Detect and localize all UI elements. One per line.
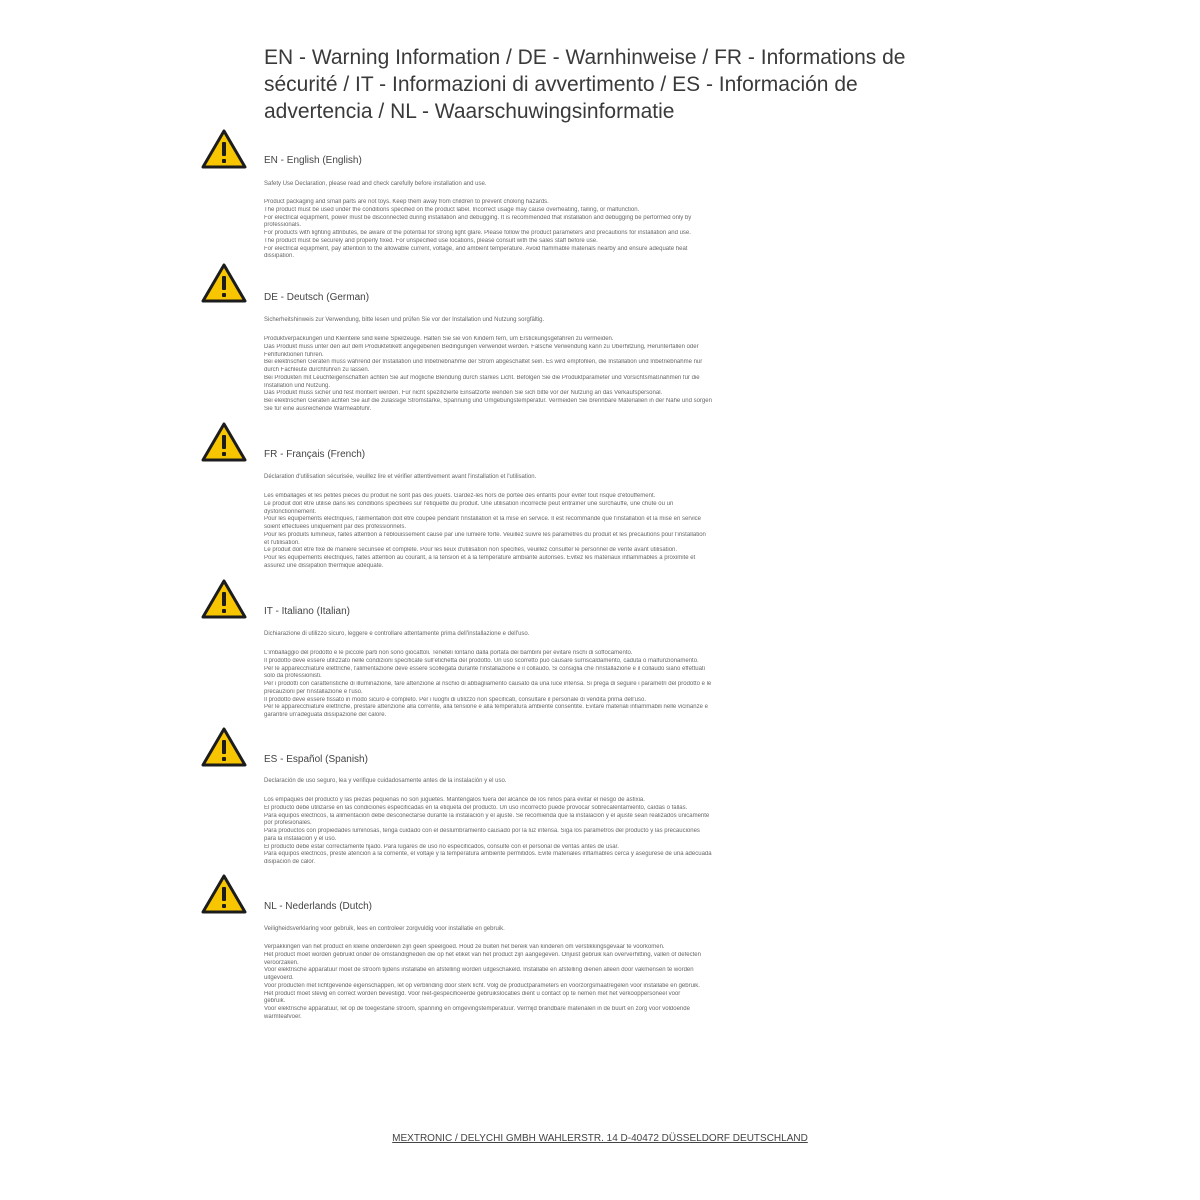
warning-triangle-icon <box>200 421 248 463</box>
text-line: Para equipos eléctricos, la alimentación debe desconectarse durante la instalación y el ajuste. Se recomienda que la instalación y el ajuste sean realizados únicamente <box>264 812 710 819</box>
text-line: El producto debe estar correctamente fijado. Para lugares de uso no especificados, consulte con el personal de ventas antes de usar. <box>264 843 619 850</box>
text-line: El producto debe utilizarse en las condiciones especificadas en la etiqueta del producto. Un uso incorrecto puede provocar sobrecalentamiento, caídas o fallas. <box>264 804 688 811</box>
section-intro: Sicherheitshinweis zur Verwendung, bitte lesen und prüfen Sie vor der Installation und Nutzung sorgfältig. <box>264 317 545 323</box>
section-body <box>264 493 914 571</box>
text-line: Das Produkt muss unter den auf dem Produktetikett angegebenen Bedingungen verwendet werden. Falsche Verwendung kann zu Überhitzung, Herunterfallen oder <box>264 343 699 350</box>
text-line: L'imballaggio del prodotto e le piccole parti non sono giocattoli. Teneteli lontano dalla portata dei bambini per evitare rischi di soffocamento. <box>264 650 633 656</box>
section-heading: NL - Nederlands (Dutch) <box>264 901 373 912</box>
warning-triangle-icon <box>200 726 248 768</box>
section-intro: Declaración de uso seguro, lea y verifique cuidadosamente antes de la instalación y el uso. <box>264 778 507 784</box>
text-line: soient effectuées uniquement par des professionnels. <box>264 524 406 530</box>
warning-triangle-icon <box>200 128 248 170</box>
section-heading: FR - Français (French) <box>264 449 366 460</box>
text-line: Per i prodotti con caratteristiche di illuminazione, fare attenzione al rischio di abbagliamento causato da una luce intensa. Si prega di seguire i parametri del prodotto e le <box>264 681 712 687</box>
document-title: EN - Warning Information / DE - Warnhinweise / FR - Informations de sécurité / IT - Informazioni di avvertimento / ES - Información de advertencia / NL - Waarschuwingsinformatie <box>264 46 906 123</box>
section-body <box>264 199 914 261</box>
section-body <box>264 650 914 720</box>
text-line: Pour les produits lumineux, faites attention à l'éblouissement causé par une lumière forte. Veuillez suivre les paramètres du produit et les précautions pour l'installation <box>264 531 706 538</box>
text-line: Product packaging and small parts are not toys. Keep them away from children to prevent choking hazards. <box>264 199 549 205</box>
text-line: Bei Produkten mit Leuchteigenschaften achten Sie auf mögliche Blendung durch starkes Licht. Befolgen Sie die Produktparameter und Vorsichtsmaßnahmen für die <box>264 374 700 381</box>
text-line: para la instalación y el uso. <box>264 835 337 842</box>
section-heading: ES - Español (Spanish) <box>264 754 368 765</box>
text-line: Le produit doit être utilisé dans les conditions spécifiées sur l'étiquette du produit. Une utilisation incorrecte peut entraîner une surchauffe, une chute ou un <box>264 500 674 507</box>
text-line: precauzioni per l'installazione e l'uso. <box>264 688 363 695</box>
section-intro: Veiligheidsverklaring voor gebruik, lees en controleer zorgvuldig voor installatie en gebruik. <box>264 926 505 932</box>
text-line: Les emballages et les petites pièces du produit ne sont pas des jouets. Gardez-les hors de portée des enfants pour éviter tout risque d'étouffement. <box>264 493 656 499</box>
text-line: warmteafvoer. <box>264 1013 302 1020</box>
text-line: assurez une dissipation thermique adéquate. <box>264 562 384 569</box>
text-line: dysfonctionnement. <box>264 508 317 515</box>
warning-triangle-icon <box>200 262 248 304</box>
section-body <box>264 336 914 414</box>
text-line: Pour les équipements électriques, faites attention au courant, à la tension et à la température ambiante autorisés. Évitez les matériaux inflammables à proximité et <box>264 555 696 561</box>
text-line: Le produit doit être fixé de manière sécurisée et complète. Pour les lieux d'utilisation non spécifiés, veuillez consulter le personnel de vente avant utilisation. <box>264 547 678 554</box>
text-line: Para productos con propiedades luminosas, tenga cuidado con el deslumbramiento causado por la luz intensa. Siga los parámetros del producto y las precauciones <box>264 828 700 834</box>
warning-triangle-icon <box>200 578 248 620</box>
text-line: Il prodotto deve essere utilizzato nelle condizioni specificate sull'etichetta del prodotto. Un uso scorretto può causare surriscaldamento, caduta o malfunzionamento. <box>264 657 699 664</box>
text-line: Il prodotto deve essere fissato in modo sicuro e completo. Per i luoghi di utilizzo non specificati, consultare il personale di vendita prima dell'uso. <box>264 696 647 703</box>
text-line: disipación de calor. <box>264 859 316 865</box>
section-intro: Dichiarazione di utilizzo sicuro, leggere e controllare attentamente prima dell'installazione e dell'uso. <box>264 631 530 637</box>
text-line: Bei elektrischen Geräten achten Sie auf die zulässige Stromstärke, Spannung und Umgebungstemperatur. Vermeiden Sie brennbare Materialien in der Nähe und sorgen <box>264 398 712 404</box>
text-line: The product must be used under the conditions specified on the product label. Incorrect usage may cause overheating, failing, or malfunction. <box>264 206 640 213</box>
section-heading: EN - English (English) <box>264 155 362 166</box>
text-line: Para equipos eléctricos, preste atención a la corriente, el voltaje y la temperatura ambiente permitidos. Evite materiales inflamables cerca y asegúrese de una adecuada <box>264 851 712 858</box>
text-line: por profesionales. <box>264 820 312 827</box>
text-line: durch Fachleute durchführen zu lassen. <box>264 367 370 373</box>
text-line: gebruik. <box>264 998 286 1005</box>
text-line: Per le apparecchiature elettriche, l'alimentazione deve essere scollegata durante l'installazione e il collaudo. Si consiglia che l'installazione e il collaudo siano effettuati <box>264 665 705 672</box>
text-line: dissipation. <box>264 253 295 260</box>
text-line: For electrical equipment, pay attention to the allowable current, voltage, and ambient temperature. Avoid flammable materials nearby and ensure adequate heat <box>264 245 688 252</box>
text-line: Das Produkt muss sicher und fest montiert werden. Für nicht spezifizierte Einsatzorte wenden Sie sich bitte vor der Nutzung an das Verkaufspersonal. <box>264 390 663 397</box>
text-line: Verpakkingen van het product en kleine onderdelen zijn geen speelgoed. Houd ze buiten het bereik van kinderen om verstikkingsgevaar te voorkomen. <box>264 944 665 950</box>
text-line: et l'utilisation. <box>264 539 300 546</box>
text-line: The product must be securely and properly fixed. For unspecified use locations, please consult with the sales staff before use. <box>264 237 598 244</box>
text-line: professionals. <box>264 222 302 229</box>
section-heading: IT - Italiano (Italian) <box>264 606 350 617</box>
section-intro: Safety Use Declaration, please read and check carefully before installation and use. <box>264 181 487 187</box>
text-line: solo da professionisti. <box>264 673 322 680</box>
text-line: garantire un'adeguata dissipazione del calore. <box>264 712 387 718</box>
text-line: For electrical equipment, power must be disconnected during installation and debugging. It is recommended that installation and debugging be performed only by <box>264 214 692 221</box>
text-line: Sie für eine ausreichende Wärmeabfuhr. <box>264 405 372 412</box>
text-line: Fehlfunktionen führen. <box>264 351 324 358</box>
section-heading: DE - Deutsch (German) <box>264 292 370 303</box>
text-line: Pour les équipements électriques, l'alimentation doit être coupée pendant l'installation et la mise en service. Il est recommandé que l'installation et la mise en service <box>264 516 702 523</box>
text-line: Het product moet worden gebruikt onder de omstandigheden die op het etiket van het product zijn aangegeven. Onjuist gebruik kan oververhitting, vallen of defecten <box>264 951 701 958</box>
text-line: Voor producten met lichtgevende eigenschappen, let op verblinding door sterk licht. Volg de productparameters en voorzorgsmaatregelen voor installatie en gebruik. <box>264 982 700 989</box>
warning-triangle-icon <box>200 873 248 915</box>
text-line: Installation und Nutzung. <box>264 382 331 389</box>
text-line: Voor elektrische apparatuur, let op de toegestane stroom, spanning en omgevingstemperatuur. Vermijd brandbare materialen in de buurt en zorg voor voldoende <box>264 1006 690 1012</box>
text-line: For products with lighting attributes, be aware of the potential for strong light glare. Please follow the product parameters and precautions for installation and use. <box>264 230 691 236</box>
text-line: Het product moet stevig en correct worden bevestigd. Voor niet-gespecificeerde gebruikslocaties dient u contact op te nemen met het verkooppersoneel voor <box>264 990 681 997</box>
section-body <box>264 944 914 1022</box>
company-address-footer: MEXTRONIC / DELYCHI GMBH WAHLERSTR. 14 D-40472 DÜSSELDORF DEUTSCHLAND <box>392 1133 808 1144</box>
section-intro: Déclaration d'utilisation sécurisée, veuillez lire et vérifier attentivement avant l'installation et l'utilisation. <box>264 474 537 480</box>
text-line: Los empaques del producto y las piezas pequeñas no son juguetes. Manténgalos fuera del alcance de los niños para evitar el riesgo de asfixia. <box>264 797 645 803</box>
text-line: veroorzaken. <box>264 959 299 966</box>
text-line: Per le apparecchiature elettriche, prestare attenzione alla corrente, alla tensione e alla temperatura ambiente consentite. Evitare materiali infiammabili nelle vicinanze e <box>264 704 708 711</box>
section-body <box>264 797 914 867</box>
text-line: Voor elektrische apparatuur moet de stroom tijdens installatie en afstelling worden uitgeschakeld. Installatie en afstelling dienen alleen door vakmensen te worden <box>264 967 694 974</box>
text-line: uitgevoerd. <box>264 975 294 981</box>
text-line: Produktverpackungen und Kleinteile sind keine Spielzeuge. Halten Sie sie von Kindern fern, um Erstickungsgefahren zu vermeiden. <box>264 336 614 342</box>
text-line: Bei elektrischen Geräten muss während der Installation und Inbetriebnahme der Strom abgeschaltet sein. Es wird empfohlen, die Installation und Inbetriebnahme nur <box>264 359 703 366</box>
